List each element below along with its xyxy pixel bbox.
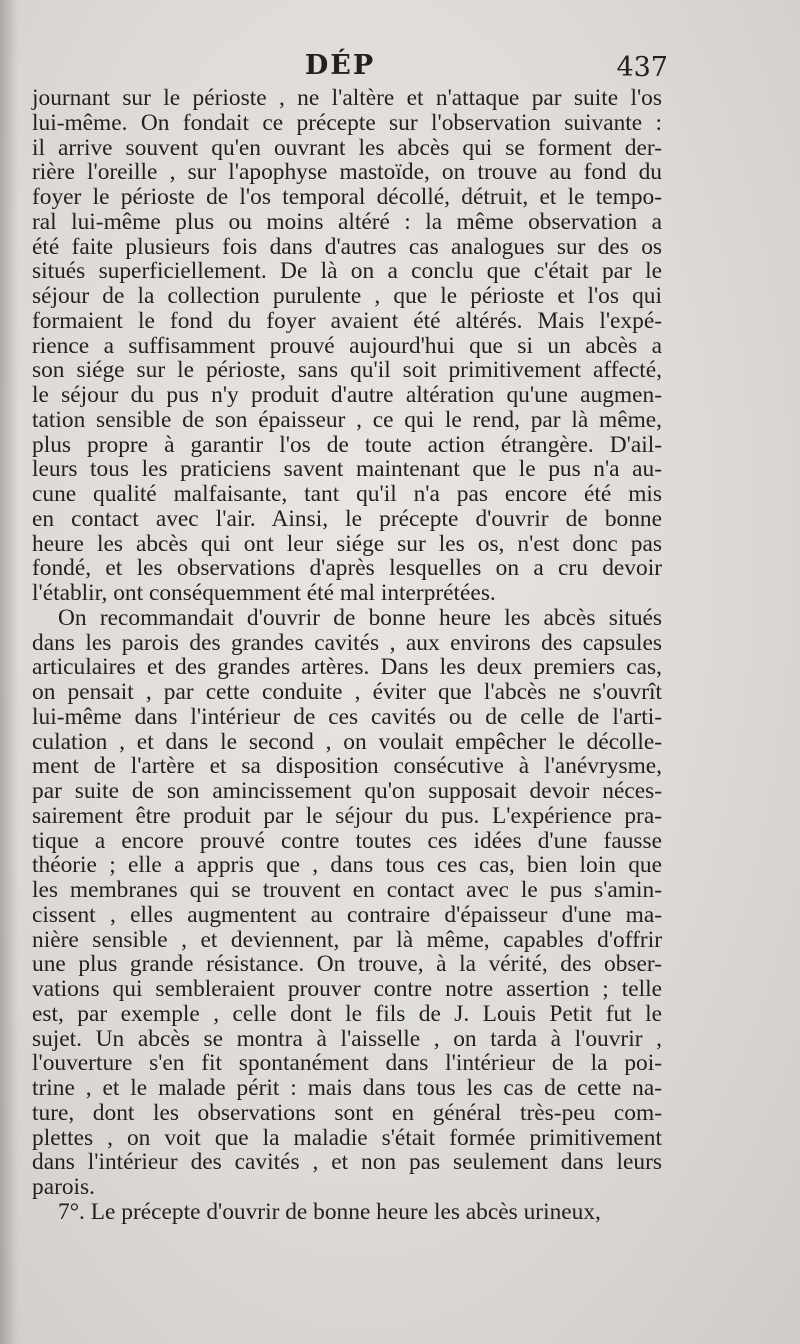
text-line: cune qualité malfaisante, tant qu'il n'a pas encore été mis [32, 481, 662, 507]
text-line: plettes , on voit que la maladie s'était formée primitivement [32, 1124, 662, 1151]
text-line: leurs tous les praticiens savent maintenant que le pus n'a au- [32, 456, 662, 483]
text-line: les membranes qui se trouvent en contact avec le pus s'amin- [32, 877, 662, 903]
text-line: ture, dont les observations sont en général très-peu com- [32, 1099, 662, 1126]
text-line: fondé, et les observations d'après lesquelles on a cru devoir [32, 555, 662, 582]
text-line: situés superficiellement. De là on a conclu que c'était par le [32, 258, 662, 285]
text-line: est, par exemple , celle dont le fils de J. Louis Petit fut le [32, 1000, 662, 1027]
text-line: en contact avec l'air. Ainsi, le précepte d'ouvrir de bonne [32, 505, 662, 532]
text-line: trine , et le malade périt : mais dans tous les cas de cette na- [32, 1075, 662, 1101]
text-line: vations qui sembleraient prouver contre notre assertion ; telle [32, 976, 662, 1002]
text-line: on pensait , par cette conduite , éviter que l'abcès ne s'ouvrît [32, 679, 662, 705]
text-line: une plus grande résistance. On trouve, à la vérité, des obser- [32, 951, 662, 978]
paragraph [32, 606, 662, 1200]
text-line: sujet. Un abcès se montra à l'aisselle , on tarda à l'ouvrir , [32, 1025, 662, 1052]
page-number: 437 [616, 52, 668, 83]
text-line: ral lui-même plus ou moins altéré : la même observation a [32, 208, 662, 235]
spine-shadow [0, 0, 18, 1344]
text-line: par suite de son amincissement qu'on supposait devoir néces- [32, 778, 662, 804]
text-line: dans les parois des grandes cavités , aux environs des capsules [32, 629, 662, 656]
text-line: 7°. Le précepte d'ouvrir de bonne heure les abcès urineux, [58, 1198, 601, 1225]
text-line: On recommandait d'ouvrir de bonne heure les abcès situés [58, 604, 662, 631]
text-line: heure les abcès qui ont leur siége sur les os, n'est donc pas [32, 530, 662, 557]
text-line: il arrive souvent qu'en ouvrant les abcès qui se forment der- [32, 134, 662, 161]
body-text [32, 86, 662, 1225]
text-line: parois. [32, 1174, 96, 1200]
text-line: lui-même dans l'intérieur de ces cavités ou de celle de l'arti- [32, 703, 662, 730]
text-line: le séjour du pus n'y produit d'autre altération qu'une augmen- [32, 382, 662, 408]
text-line: ment de l'artère et sa disposition consécutive à l'anévrysme, [32, 753, 662, 780]
text-line: séjour de la collection purulente , que le périoste et l'os qui [32, 283, 662, 309]
text-line: formaient le fond du foyer avaient été altérés. Mais l'expé- [32, 307, 662, 334]
text-line: sairement être produit par le séjour du pus. L'expérience pra- [32, 802, 662, 829]
text-line: articulaires et des grandes artères. Dans les deux premiers cas, [32, 654, 662, 681]
text-line: rience a suffisamment prouvé aujourd'hui que si un abcès a [32, 332, 662, 359]
text-line: l'ouverture s'en fit spontanément dans l'intérieur de la poi- [32, 1050, 662, 1077]
text-line: lui-même. On fondait ce précepte sur l'observation suivante : [32, 109, 662, 136]
page-header [0, 50, 800, 86]
paragraph [32, 1200, 662, 1225]
text-line: son siége sur le périoste, sans qu'il soit primitivement affecté, [32, 357, 662, 384]
text-line: théorie ; elle a appris que , dans tous ces cas, bien loin que [32, 852, 662, 879]
text-line: cissent , elles augmentent au contraire d'épaisseur d'une ma- [32, 901, 662, 928]
running-head: DÉP [304, 50, 376, 81]
text-line: l'établir, ont conséquemment été mal interprétées. [32, 580, 496, 606]
text-line: tique a encore prouvé contre toutes ces idées d'une fausse [32, 827, 662, 854]
text-line: dans l'intérieur des cavités , et non pas seulement dans leurs [32, 1149, 662, 1176]
text-line: été faite plusieurs fois dans d'autres cas analogues sur des os [32, 233, 662, 260]
text-line: culation , et dans le second , on voulait empêcher le décolle- [32, 728, 662, 755]
text-line: plus propre à garantir l'os de toute action étrangère. D'ail- [32, 431, 662, 458]
text-line: foyer le périoste de l'os temporal décollé, détruit, et le tempo- [32, 184, 662, 210]
text-line: journant sur le périoste , ne l'altère et n'attaque par suite l'os [32, 85, 662, 111]
paragraph [32, 86, 662, 606]
text-line: nière sensible , et deviennent, par là même, capables d'offrir [32, 926, 662, 953]
text-line: tation sensible de son épaisseur , ce qui le rend, par là même, [32, 406, 662, 433]
text-line: rière l'oreille , sur l'apophyse mastoïde, on trouve au fond du [32, 159, 662, 186]
